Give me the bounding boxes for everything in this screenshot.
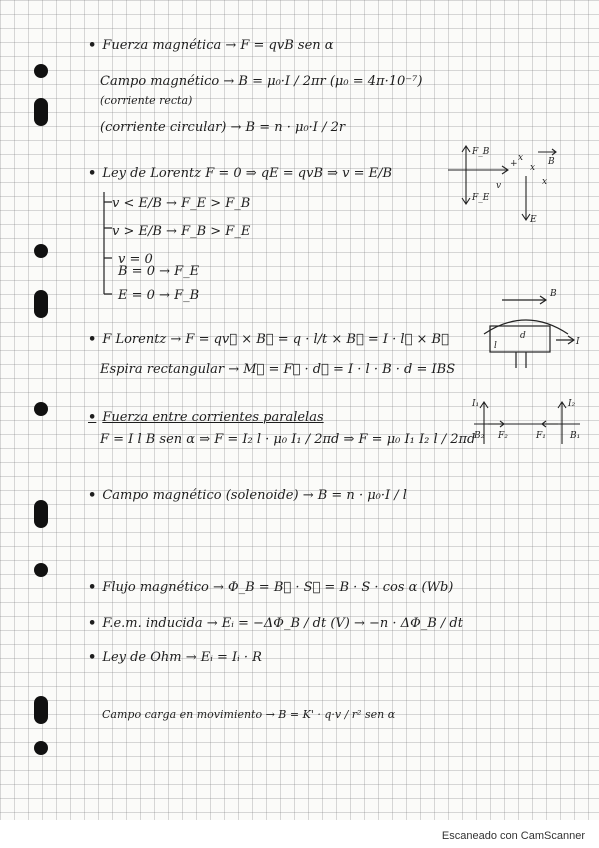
note-text: Flujo magnético → Φ_B = B⃗ · S⃗ = B · S · cos α (Wb) (102, 580, 454, 595)
note-line (118, 264, 199, 279)
note-text: v < E/B → F_E > F_B (112, 196, 251, 211)
note-text: Ley de Ohm → Eᵢ = Iᵢ · R (102, 650, 262, 665)
scanner-watermark: Escaneado con CamScanner (441, 830, 585, 842)
note-text: F = I l B sen α ⇒ F = I₂ l · μ₀ I₁ / 2πd ⇒ F = μ₀ I₁ I₂ l / 2πd (100, 432, 476, 447)
note-line (102, 708, 395, 721)
svg-text:x: x (518, 153, 524, 163)
note-line (100, 432, 475, 447)
svg-text:l: l (494, 341, 497, 351)
svg-text:E: E (530, 215, 537, 225)
binder-hole (34, 696, 48, 724)
parallel-currents-diagram (470, 394, 588, 450)
note-text: Campo carga en movimiento → B = K' · q·v / r² sen α (102, 708, 396, 721)
note-line (112, 224, 250, 239)
note-line (100, 74, 422, 89)
bullet: • (88, 488, 97, 503)
case-bracket (96, 188, 118, 302)
note-text: Fuerza entre corrientes paralelas (102, 410, 324, 425)
svg-text:+: + (510, 159, 518, 169)
rectangular-loop-diagram (476, 286, 588, 376)
binder-hole (34, 64, 48, 78)
bullet: • (88, 580, 97, 595)
note-text: v = 0 (118, 252, 153, 267)
bullet: • (88, 166, 97, 181)
svg-text:B₂: B₂ (474, 431, 485, 441)
svg-text:F₂: F₂ (498, 431, 508, 441)
svg-text:I₂: I₂ (568, 399, 576, 409)
note-text: Ley de Lorentz F = 0 ⇒ qE = qvB ⇒ v = E/B (102, 166, 393, 181)
note-text: Fuerza magnética → F = qvB sen α (102, 38, 334, 53)
bullet: • (88, 332, 97, 347)
note-text: F Lorentz → F = qv⃗ × B⃗ = q · l/t × B⃗ = I · l⃗ × B⃗ (102, 332, 449, 347)
svg-text:F_B: F_B (472, 147, 490, 157)
bullet: • (88, 650, 97, 665)
note-line (88, 166, 392, 181)
note-line (100, 362, 455, 377)
note-line (88, 488, 407, 503)
note-line (88, 410, 324, 425)
binder-hole (34, 563, 48, 577)
svg-text:x: x (542, 177, 548, 187)
svg-text:F_E: F_E (472, 193, 490, 203)
binder-hole (34, 98, 48, 126)
note-line (118, 288, 199, 303)
note-text: B = 0 → F_E (118, 264, 200, 279)
note-text: v > E/B → F_B > F_E (112, 224, 251, 239)
note-text: E = 0 → F_B (118, 288, 200, 303)
bullet: • (88, 410, 97, 425)
note-text: (corriente recta) (100, 94, 193, 107)
bullet: • (88, 38, 97, 53)
svg-text:I: I (576, 337, 580, 347)
note-line (88, 650, 262, 665)
lorentz-diagram (438, 140, 568, 228)
note-text: F.e.m. inducida → Eᵢ = −ΔΦ_B / dt (V) → −n · ΔΦ_B / dt (102, 616, 463, 631)
note-text: Campo magnético → B = μ₀·I / 2πr (μ₀ = 4π·10⁻⁷) (100, 74, 423, 89)
svg-text:d: d (520, 331, 526, 341)
svg-text:v: v (496, 181, 502, 191)
bullet: • (88, 616, 97, 631)
note-line (88, 580, 453, 595)
svg-text:I₁: I₁ (472, 399, 480, 409)
note-text: Espira rectangular → M⃗ = F⃗ · d⃗ = I · l · B · d = IBS (100, 362, 456, 377)
note-line (88, 616, 463, 631)
note-line (100, 94, 192, 107)
note-line (88, 332, 449, 347)
note-text: (corriente circular) → B = n · μ₀·I / 2r (100, 120, 346, 135)
svg-text:B₁: B₁ (570, 431, 581, 441)
note-line (100, 120, 345, 135)
svg-text:B: B (548, 157, 555, 167)
binder-hole (34, 290, 48, 318)
binder-hole (34, 402, 48, 416)
note-line (88, 38, 334, 53)
binder-hole (34, 244, 48, 258)
svg-text:B: B (550, 289, 557, 299)
svg-text:x: x (530, 163, 536, 173)
svg-text:F₁: F₁ (536, 431, 546, 441)
note-text: Campo magnético (solenoide) → B = n · μ₀·I / l (102, 488, 407, 503)
note-line (112, 196, 250, 211)
binder-hole (34, 500, 48, 528)
binder-hole (34, 741, 48, 755)
